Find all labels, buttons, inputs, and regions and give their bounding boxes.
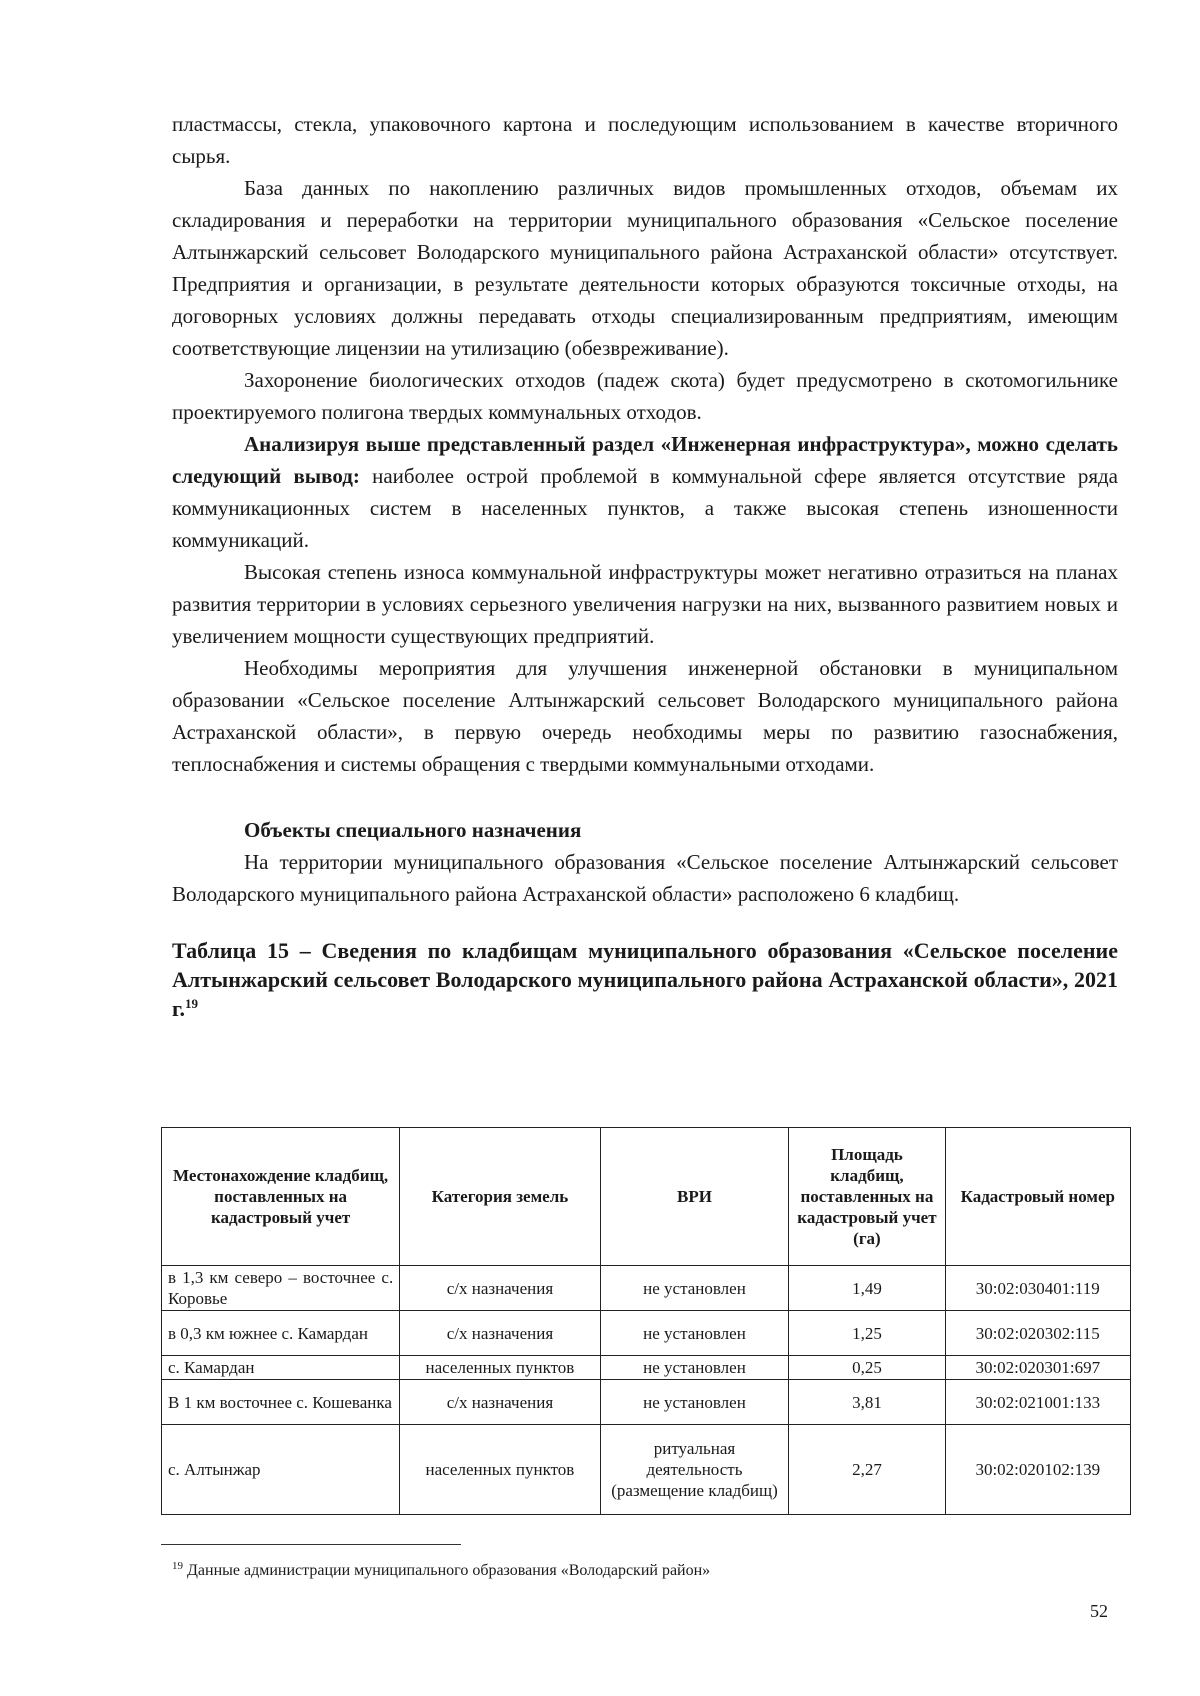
section-heading: Объекты специального назначения bbox=[244, 818, 582, 842]
cell-cadastral: 30:02:030401:119 bbox=[945, 1266, 1130, 1311]
footnote-ref[interactable]: 19 bbox=[185, 996, 199, 1011]
footnote-separator bbox=[161, 1544, 461, 1545]
section-text: На территории муниципального образования «Сельское поселение Алтынжарский сельсовет Володарского муниципального района Астраханской области» расположено 6 кладбищ. bbox=[172, 850, 1118, 906]
cemeteries-table bbox=[161, 1127, 1131, 1515]
cell-area: 2,27 bbox=[789, 1425, 945, 1515]
cell-location: с. Камардан bbox=[162, 1356, 400, 1380]
paragraph-5: Высокая степень износа коммунальной инфраструктуры может негативно отразиться на планах развития территории в условиях серьезного увеличения нагрузки на них, вызванного развитием новых и увеличением мощности существующих предприятий. bbox=[172, 560, 1118, 648]
table-row bbox=[162, 1266, 1131, 1311]
cell-vri: ритуальная деятельность (размещение кладбищ) bbox=[600, 1425, 789, 1515]
paragraph-1: пластмассы, стекла, упаковочного картона и последующим использованием в качестве вторичного сырья. bbox=[172, 112, 1118, 168]
table-row bbox=[162, 1311, 1131, 1356]
cell-cadastral: 30:02:020302:115 bbox=[945, 1311, 1130, 1356]
cell-area: 1,25 bbox=[789, 1311, 945, 1356]
header-location: Местонахождение кладбищ, поставленных на кадастровый учет bbox=[162, 1128, 400, 1266]
cell-vri: не установлен bbox=[600, 1380, 789, 1425]
table-row bbox=[162, 1380, 1131, 1425]
table-row bbox=[162, 1356, 1131, 1380]
cell-location: в 0,3 км южнее с. Камардан bbox=[162, 1311, 400, 1356]
table-header-row bbox=[162, 1128, 1131, 1266]
cell-category: с/х назначения bbox=[400, 1380, 600, 1425]
header-cadastral: Кадастровый номер bbox=[945, 1128, 1130, 1266]
cell-location: с. Алтынжар bbox=[162, 1425, 400, 1515]
conclusion-text: наиболее острой проблемой в коммунальной сфере является отсутствие ряда коммуникационных систем в населенных пунктов, а также высокая степень изношенности коммуникаций. bbox=[172, 464, 1118, 552]
table-row bbox=[162, 1425, 1131, 1515]
paragraph-3: Захоронение биологических отходов (падеж скота) будет предусмотрено в скотомогильнике проектируемого полигона твердых коммунальных отходов. bbox=[172, 368, 1118, 424]
footnote bbox=[172, 1561, 710, 1581]
document-body bbox=[172, 108, 1118, 1023]
cell-category: населенных пунктов bbox=[400, 1425, 600, 1515]
cell-cadastral: 30:02:020301:697 bbox=[945, 1356, 1130, 1380]
cell-area: 3,81 bbox=[789, 1380, 945, 1425]
cell-vri: не установлен bbox=[600, 1356, 789, 1380]
cell-area: 1,49 bbox=[789, 1266, 945, 1311]
page-number: 52 bbox=[1090, 1601, 1108, 1621]
paragraph-2: База данных по накоплению различных видов промышленных отходов, объемам их складирования и переработки на территории муниципального образования «Сельское поселение Алтынжарский сельсовет Володарского муниципального района Астраханской области» отсутствует. Предприятия и организации, в результате деятельности которых образуются токсичные отходы, на договорных условиях должны передавать отходы специализированным предприятиям, имеющим соответствующие лицензии на утилизацию (обезвреживание). bbox=[172, 176, 1118, 360]
conclusion-lead: Анализируя выше представленный раздел «Инженерная инфраструктура», можно сделать следующий вывод: bbox=[172, 432, 1118, 488]
cell-cadastral: 30:02:020102:139 bbox=[945, 1425, 1130, 1515]
cell-vri: не установлен bbox=[600, 1266, 789, 1311]
cell-category: с/х назначения bbox=[400, 1266, 600, 1311]
cell-location: В 1 км восточнее с. Кошеванка bbox=[162, 1380, 400, 1425]
cell-location: в 1,3 км северо – восточнее с. Коровье bbox=[162, 1266, 400, 1311]
table-caption bbox=[172, 936, 1118, 1023]
cell-cadastral: 30:02:021001:133 bbox=[945, 1380, 1130, 1425]
header-vri: ВРИ bbox=[600, 1128, 789, 1266]
footnote-text: Данные администрации муниципального образования «Володарский район» bbox=[183, 1562, 711, 1579]
header-area: Площадь кладбищ, поставленных на кадастровый учет (га) bbox=[789, 1128, 945, 1266]
cell-vri: не установлен bbox=[600, 1311, 789, 1356]
paragraph-4 bbox=[172, 428, 1118, 556]
header-category: Категория земель bbox=[400, 1128, 600, 1266]
cell-area: 0,25 bbox=[789, 1356, 945, 1380]
cell-category: с/х назначения bbox=[400, 1311, 600, 1356]
footnote-number: 19 bbox=[172, 1560, 183, 1572]
cell-category: населенных пунктов bbox=[400, 1356, 600, 1380]
paragraph-6: Необходимы мероприятия для улучшения инженерной обстановки в муниципальном образовании «Сельское поселение Алтынжарский сельсовет Володарского муниципального района Астраханской области», в первую очередь необходимы меры по развитию газоснабжения, теплоснабжения и системы обращения с твердыми коммунальными отходами. bbox=[172, 656, 1118, 776]
table-caption-text: Таблица 15 – Сведения по кладбищам муниципального образования «Сельское поселение Алтынжарский сельсовет Володарского муниципального района Астраханской области», 2021 г. bbox=[172, 938, 1118, 1021]
